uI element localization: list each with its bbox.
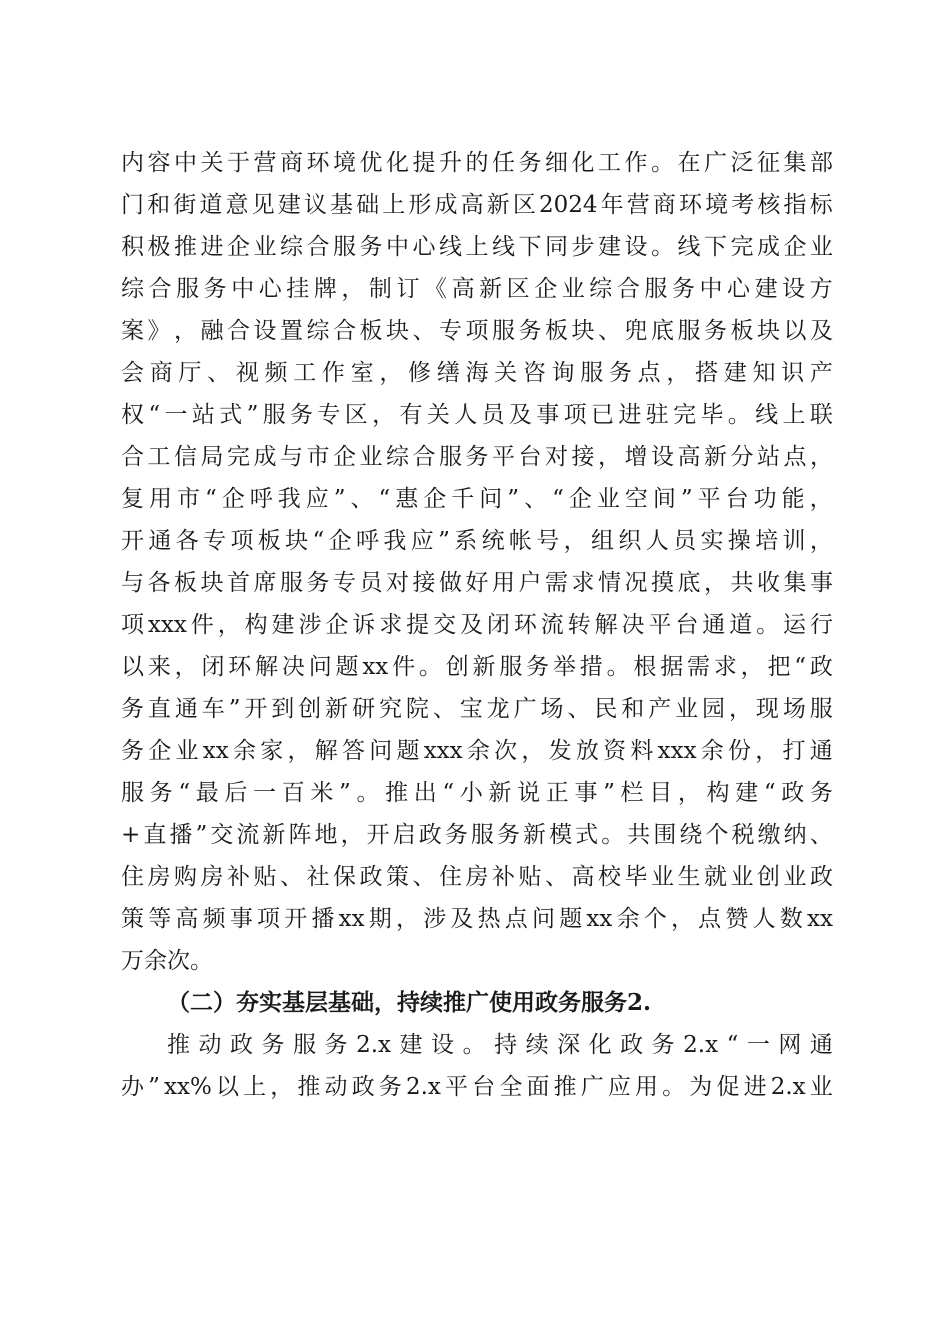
text-line: 案 》 ， 融 合 设 置 综 合 板 块 、 专 项 服 务 板 块 、 兜 底 服 务 板 块 以 及 bbox=[121, 318, 833, 344]
text-line: 策 等 高 频 事 项 开 播 xx 期 ， 涉 及 热 点 问 题 xx 余 个 ， 点 赞 人 数 xx bbox=[121, 906, 833, 932]
text-line: 务 直 通 车 ” 开 到 创 新 研 究 院 、 宝 龙 广 场 、 民 和 产 业 园 ， 现 场 服 bbox=[121, 696, 833, 722]
section-heading: （二）夯实基层基础，持续推广使用政务服务2. bbox=[167, 989, 652, 1016]
text-line: 开 通 各 专 项 板 块 “ 企 呼 我 应 ” 系 统 帐 号 ， 组 织 人 员 实 操 培 训 ， bbox=[121, 528, 833, 554]
text-line: 合 工 信 局 完 成 与 市 企 业 综 合 服 务 平 台 对 接 ， 增 设 高 新 分 站 点 ， bbox=[121, 444, 833, 470]
text-line: 积 极 推 进 企 业 综 合 服 务 中 心 线 上 线 下 同 步 建 设 。 线 下 完 成 企 业 bbox=[121, 234, 833, 260]
text-line: 复 用 市 “ 企 呼 我 应 ” 、 “ 惠 企 千 问 ” 、 “ 企 业 空 间 ” 平 台 功 能 ， bbox=[121, 486, 833, 512]
text-line: + 直 播 ” 交 流 新 阵 地 ， 开 启 政 务 服 务 新 模 式 。 共 围 绕 个 税 缴 纳 、 bbox=[121, 822, 833, 848]
text-line: 综 合 服 务 中 心 挂 牌 ， 制 订 《 高 新 区 企 业 综 合 服 务 中 心 建 设 方 bbox=[121, 276, 833, 302]
text-line: 门 和 街 道 意 见 建 议 基 础 上 形 成 高 新 区 2024 年 营 商 环 境 考 核 指 标 bbox=[121, 192, 833, 218]
text-line: 务 企 业 xx 余 家 ， 解 答 问 题 xxx 余 次 ， 发 放 资 料 xxx 余 份 ， 打 通 bbox=[121, 738, 833, 764]
text-line: 推 动 政 务 服 务 2.x 建 设 。 持 续 深 化 政 务 2.x “ 一 网 通 bbox=[167, 1032, 833, 1058]
text-line: 与 各 板 块 首 席 服 务 专 员 对 接 做 好 用 户 需 求 情 况 摸 底 ， 共 收 集 事 bbox=[121, 570, 833, 596]
text-line: 办 ” xx% 以 上 ， 推 动 政 务 2.x 平 台 全 面 推 广 应 用 。 为 促 进 2.x 业 bbox=[121, 1074, 833, 1100]
text-line: 权 “ 一 站 式 ” 服 务 专 区 ， 有 关 人 员 及 事 项 已 进 驻 完 毕 。 线 上 联 bbox=[121, 402, 833, 428]
text-line: 会 商 厅 、 视 频 工 作 室 ， 修 缮 海 关 咨 询 服 务 点 ， 搭 建 知 识 产 bbox=[121, 360, 833, 386]
text-line: 内 容 中 关 于 营 商 环 境 优 化 提 升 的 任 务 细 化 工 作 。 在 广 泛 征 集 部 bbox=[121, 150, 833, 176]
text-line: 服 务 “ 最 后 一 百 米 ” 。 推 出 “ 小 新 说 正 事 ” 栏 目 ， 构 建 “ 政 务 bbox=[121, 780, 833, 806]
text-line: 项 xxx 件 ， 构 建 涉 企 诉 求 提 交 及 闭 环 流 转 解 决 平 台 通 道 。 运 行 bbox=[121, 612, 833, 638]
text-line: 以 来 ， 闭 环 解 决 问 题 xx 件 。 创 新 服 务 举 措 。 根 据 需 求 ， 把 “ 政 bbox=[121, 654, 833, 680]
text-line: 住 房 购 房 补 贴 、 社 保 政 策 、 住 房 补 贴 、 高 校 毕 业 生 就 业 创 业 政 bbox=[121, 864, 833, 890]
text-line: 万余次。 bbox=[121, 948, 213, 974]
document-body bbox=[121, 142, 833, 1108]
